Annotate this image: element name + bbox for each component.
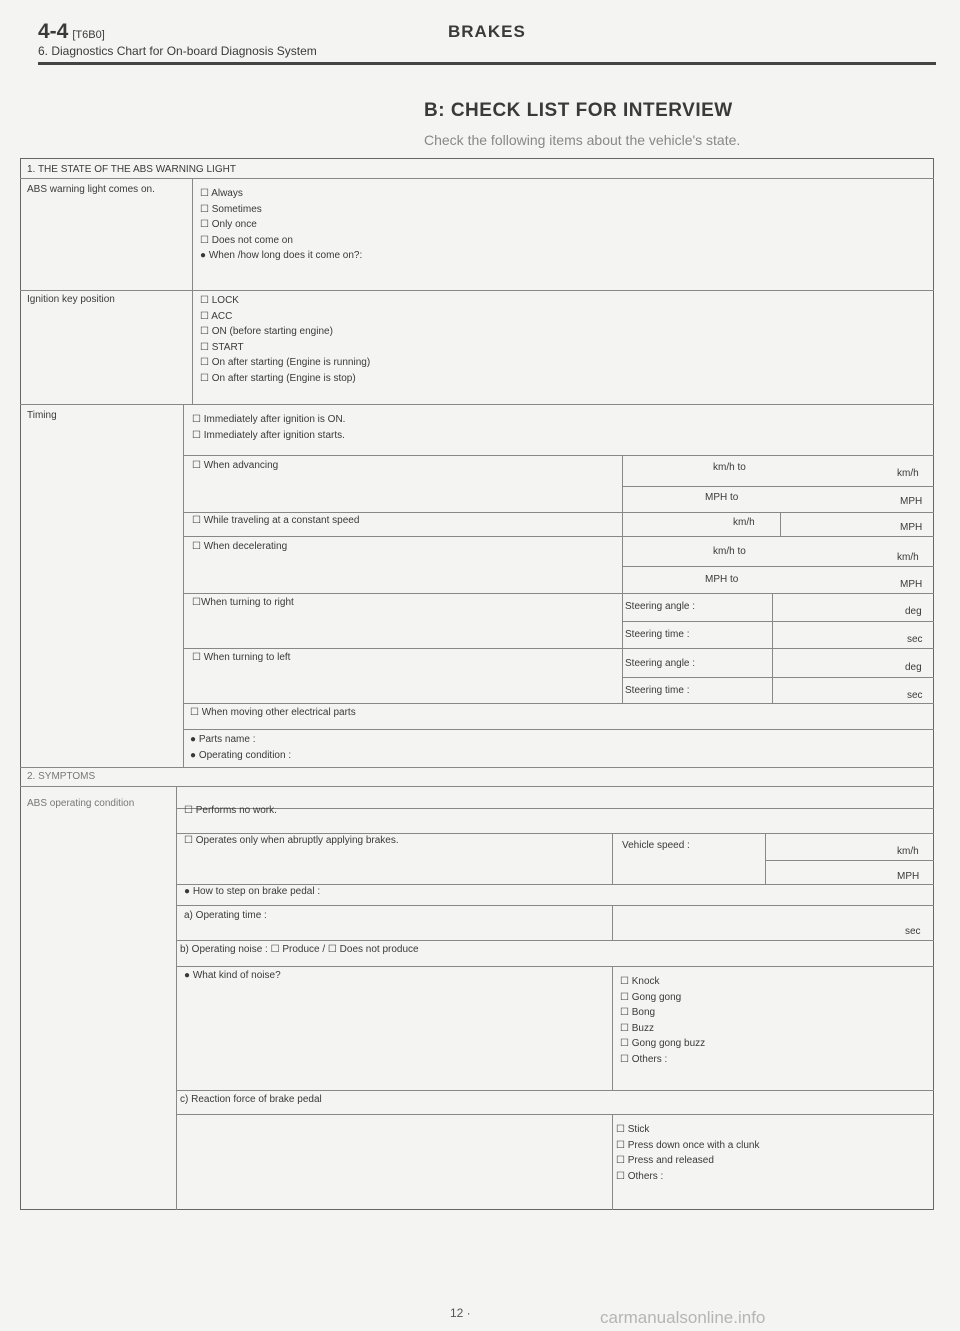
option-press-clunk[interactable]: ☐ Press down once with a clunk [616,1139,760,1151]
advancing-kmh-to: km/h to [713,462,746,473]
warning-light-label: ABS warning light comes on. [27,184,155,195]
timing-options [192,412,345,443]
section-ref: [T6B0] [72,29,105,41]
how-long-question: ● When /how long does it come on?: [200,250,363,261]
option-decelerating[interactable]: ☐ When decelerating [192,541,288,552]
row-line [20,767,934,768]
option-on-engine-running[interactable]: ☐ On after starting (Engine is running) [200,357,371,368]
row-line [176,940,934,941]
row-line [622,677,934,678]
option-stick[interactable]: ☐ Stick [616,1124,650,1135]
row-line [622,566,934,567]
watermark: carmanualsonline.info [600,1308,766,1327]
advancing-mph-to: MPH to [705,492,739,503]
row-line [183,512,934,513]
section-title: B: CHECK LIST FOR INTERVIEW [424,100,733,121]
how-to-step: ● How to step on brake pedal : [184,886,321,897]
option-sometimes[interactable]: ☐ Sometimes [200,203,262,215]
option-constant-speed[interactable]: ☐ While traveling at a constant speed [192,515,360,526]
row-line [183,455,934,456]
option-turn-left[interactable]: ☐ When turning to left [192,652,291,663]
ignition-label: Ignition key position [27,294,115,305]
col-line [772,593,773,703]
section-subtitle: Check the following items about the vehicle's state. [424,132,741,148]
time-sec: sec [905,926,921,937]
noise-question: ● What kind of noise? [184,970,281,981]
row-line [183,536,934,537]
row-line [176,808,934,809]
option-reaction-others[interactable]: ☐ Others : [616,1170,664,1182]
noise-options [620,974,705,1067]
right-steer-time: Steering time : [625,629,690,640]
option-start[interactable]: ☐ START [200,341,244,353]
row-line [622,486,934,487]
col-line [612,833,613,884]
col-line [765,833,766,884]
speed-mph: MPH [897,871,920,882]
option-abrupt-braking[interactable]: ☐ Operates only when abruptly applying brakes. [184,835,399,846]
row-line [176,833,934,834]
col-line [176,786,177,1210]
row-line [20,404,934,405]
part2-title: 2. SYMPTOMS [27,771,96,782]
row-line [176,1114,934,1115]
section-code: 4-4 [T6B0] [38,20,105,43]
col-line [612,1114,613,1210]
option-gong-gong[interactable]: ☐ Gong gong [620,991,682,1003]
row-line [183,729,934,730]
row-line [176,966,934,967]
decel-kmh-to: km/h to [713,546,746,557]
left-sec: sec [907,690,923,701]
abs-condition-label: ABS operating condition [27,798,135,809]
advancing-mph: MPH [900,496,923,507]
right-sec: sec [907,634,923,645]
timing-label: Timing [27,410,57,421]
option-after-ignition-starts[interactable]: ☐ Immediately after ignition starts. [192,429,345,441]
decel-kmh: km/h [897,552,919,563]
left-deg: deg [905,662,922,673]
col-line [612,966,613,1090]
row-line [176,905,934,906]
option-always[interactable]: ☐ Always [200,188,243,199]
col-line [192,178,193,404]
option-after-ignition-on[interactable]: ☐ Immediately after ignition is ON. [192,414,346,425]
row-line [20,290,934,291]
row-line [183,648,934,649]
row-line [183,593,934,594]
option-advancing[interactable]: ☐ When advancing [192,460,279,471]
reaction-force: c) Reaction force of brake pedal [180,1094,322,1105]
left-steer-time: Steering time : [625,685,690,696]
option-only-once[interactable]: ☐ Only once [200,219,257,230]
speed-kmh: km/h [897,846,919,857]
col-line [622,455,623,703]
option-gong-gong-buzz[interactable]: ☐ Gong gong buzz [620,1038,706,1049]
page-number: 12 · [450,1306,471,1320]
decel-mph: MPH [900,579,923,590]
option-noise-others[interactable]: ☐ Others : [620,1053,668,1065]
col-line [780,512,781,536]
part1-title: 1. THE STATE OF THE ABS WARNING LIGHT [27,164,236,175]
decel-mph-to: MPH to [705,574,739,585]
row-line [176,884,934,885]
advancing-kmh: km/h [897,468,919,479]
option-press-released[interactable]: ☐ Press and released [616,1155,714,1166]
option-does-not-come-on[interactable]: ☐ Does not come on [200,234,293,246]
vehicle-speed: Vehicle speed : [622,840,690,851]
operating-noise: b) Operating noise : ☐ Produce / ☐ Does not produce [180,944,419,955]
chapter-title: BRAKES [448,22,526,41]
row-line [622,621,934,622]
option-turn-right[interactable]: ☐When turning to right [192,597,294,608]
option-acc[interactable]: ☐ ACC [200,310,233,322]
row-line [183,703,934,704]
option-electrical-parts[interactable]: ☐ When moving other electrical parts [190,707,356,718]
checklist-table [20,158,934,1210]
operating-condition: ● Operating condition : [190,750,292,761]
header-rule [38,62,936,65]
option-no-work[interactable]: ☐ Performs no work. [184,805,277,816]
option-on-before-start[interactable]: ☐ ON (before starting engine) [200,326,333,337]
reaction-options [616,1122,759,1184]
ignition-options [200,293,370,386]
row-line [176,1090,934,1091]
row-line [20,786,934,787]
parts-name: ● Parts name : [190,734,256,745]
row-line [765,860,934,861]
option-knock[interactable]: ☐ Knock [620,976,660,987]
option-buzz[interactable]: ☐ Buzz [620,1022,654,1034]
constant-mph: MPH [900,522,923,533]
col-line [612,905,613,940]
constant-kmh: km/h [733,517,755,528]
warning-light-options [200,186,362,264]
option-on-engine-stop[interactable]: ☐ On after starting (Engine is stop) [200,372,356,384]
left-steer-angle: Steering angle : [625,658,696,669]
col-line [183,404,184,767]
option-bong[interactable]: ☐ Bong [620,1007,656,1018]
chapter-subtitle: 6. Diagnostics Chart for On-board Diagnosis System [38,44,317,58]
row-line [20,178,934,179]
operating-time: a) Operating time : [184,910,267,921]
right-deg: deg [905,606,922,617]
option-lock[interactable]: ☐ LOCK [200,295,239,306]
right-steer-angle: Steering angle : [625,601,696,612]
